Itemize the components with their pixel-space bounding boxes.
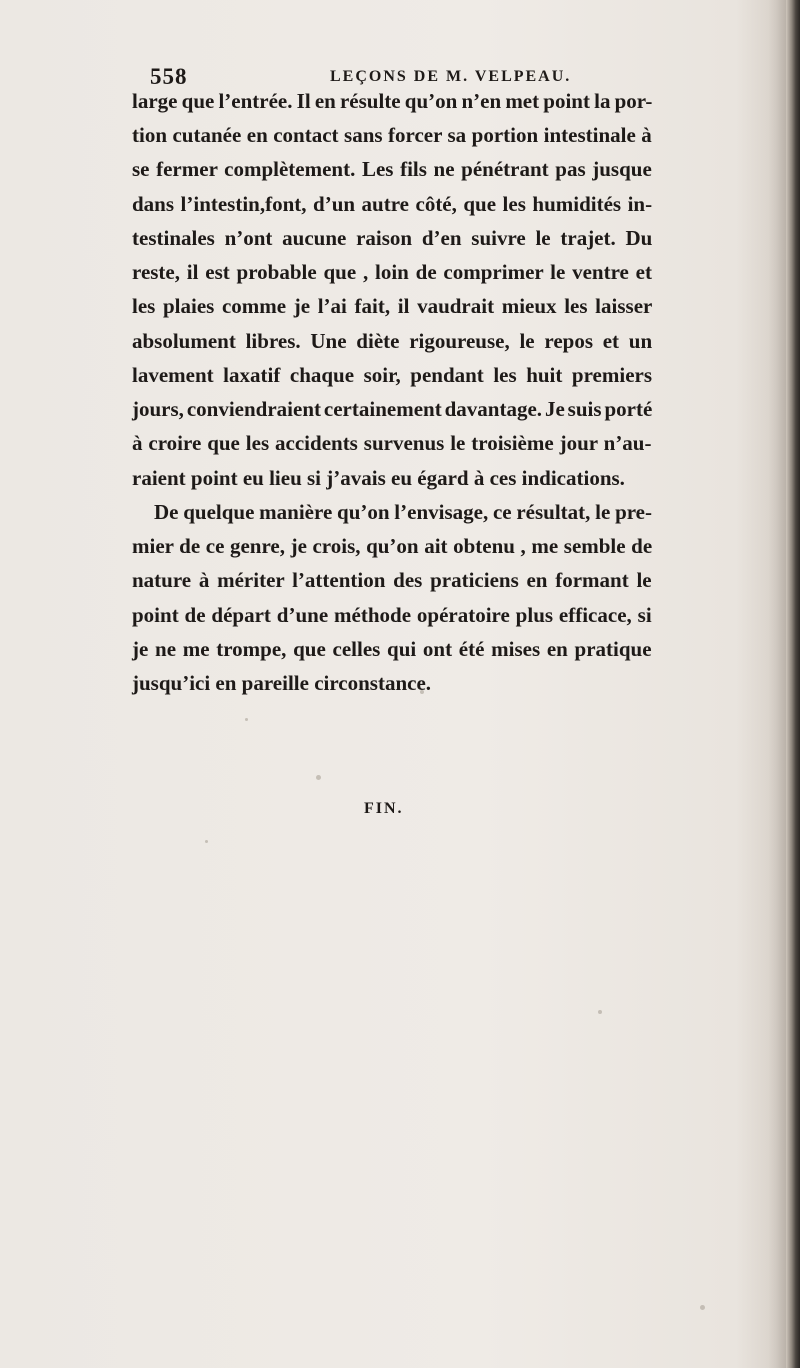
text-line-4: dans l’intestin,font, d’un autre côté, que les humidités in- bbox=[132, 192, 653, 216]
text-line-16: point de départ d’une méthode opératoire plus efficace, si bbox=[132, 603, 652, 627]
text-line-9: lavement laxatif chaque soir, pendant les huit premiers bbox=[132, 363, 653, 387]
text-line-7: les plaies comme je l’ai fait, il vaudrait mieux les laisser bbox=[132, 294, 653, 318]
text-line-17: je ne me trompe, que celles qui ont été mises en pratique bbox=[132, 637, 652, 661]
running-head-title: LEÇONS DE M. VELPEAU. bbox=[330, 68, 572, 85]
text-line-14: mier de ce genre, je crois, qu’on ait obtenu , me semble de bbox=[132, 534, 653, 558]
text-line-8: absolument libres. Une diète rigoureuse, le repos et un bbox=[132, 329, 653, 353]
end-mark: FIN. bbox=[364, 800, 404, 817]
text-line-13: De quelque manière qu’on l’envisage, ce résultat, le pre- bbox=[154, 500, 653, 524]
text-line-2: tion cutanée en contact sans forcer sa portion intestinale à bbox=[132, 123, 652, 147]
text-line-10: jours, conviendraient certainement davantage. Je suis porté bbox=[132, 397, 653, 421]
text-line-18: jusqu’ici en pareille circonstance. bbox=[132, 671, 432, 695]
text-line-1: large que l’entrée. Il en résulte qu’on n’en met point la por- bbox=[132, 89, 653, 113]
page-number: 558 bbox=[150, 64, 188, 89]
text-line-6: reste, il est probable que , loin de comprimer le ventre et bbox=[132, 260, 652, 284]
text-line-5: testinales n’ont aucune raison d’en suivre le trajet. Du bbox=[132, 226, 653, 250]
page-edge-shadow bbox=[768, 0, 786, 1368]
text-line-3: se fermer complètement. Les fils ne pénétrant pas jusque bbox=[132, 157, 652, 181]
text-line-11: à croire que les accidents survenus le troisième jour n’au- bbox=[132, 431, 652, 455]
text-line-15: nature à mériter l’attention des praticiens en formant le bbox=[132, 568, 652, 592]
book-spine-edge bbox=[786, 0, 800, 1368]
text-line-12: raient point eu lieu si j’avais eu égard à ces indications. bbox=[132, 466, 625, 490]
